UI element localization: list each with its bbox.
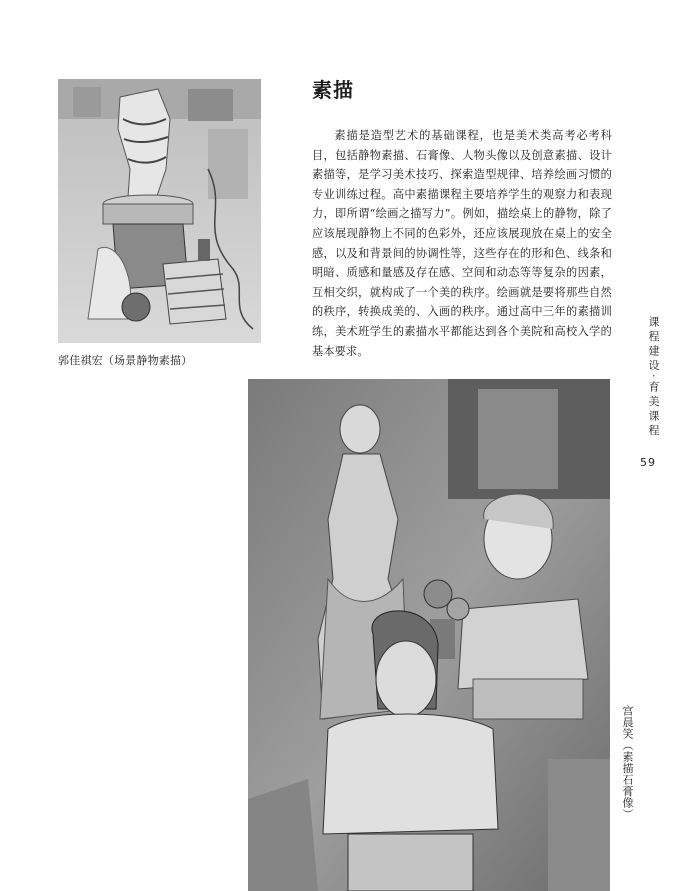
page-number: 59	[640, 456, 656, 469]
still-life-sketch-icon	[58, 79, 261, 343]
article-paragraph: 素描是造型艺术的基础课程，也是美术类高考必考科目，包括静物素描、石膏像、人物头像以及创意素描、设计素描等，是学习美术技巧、探索造型规律、培养绘画习惯的专业训练过程。高中素描课程主要培养学生的观察力和表现力，即所谓“绘画之描写力”。例如，描绘桌上的静物，除了应该展现静物上不同的色彩外，还应该展现放在桌上的安全感，以及和背景间的协调性等，这些存在的形和色、线条和明暗、质感和量感及存在感、空间和动态等等复杂的因素，互相交织，就构成了一个美的秩序。绘画就是要将那些自然的秩序，转换成美的、入画的秩序。通过高中三年的素描训练，美术班学生的素描水平都能达到各个美院和高校入学的基本要求。	[312, 129, 612, 358]
still-life-sketch-image	[58, 79, 261, 343]
figure2-caption: 宫晨笑（素描石膏像）	[621, 705, 634, 820]
running-head: 课程建设·育美课程	[647, 316, 660, 439]
plaster-bust-sketch-icon	[248, 379, 610, 891]
plaster-bust-sketch-image	[248, 379, 610, 891]
article-title: 素描	[312, 78, 354, 102]
figure1-caption: 郭佳祺宏（场景静物素描）	[58, 354, 193, 367]
